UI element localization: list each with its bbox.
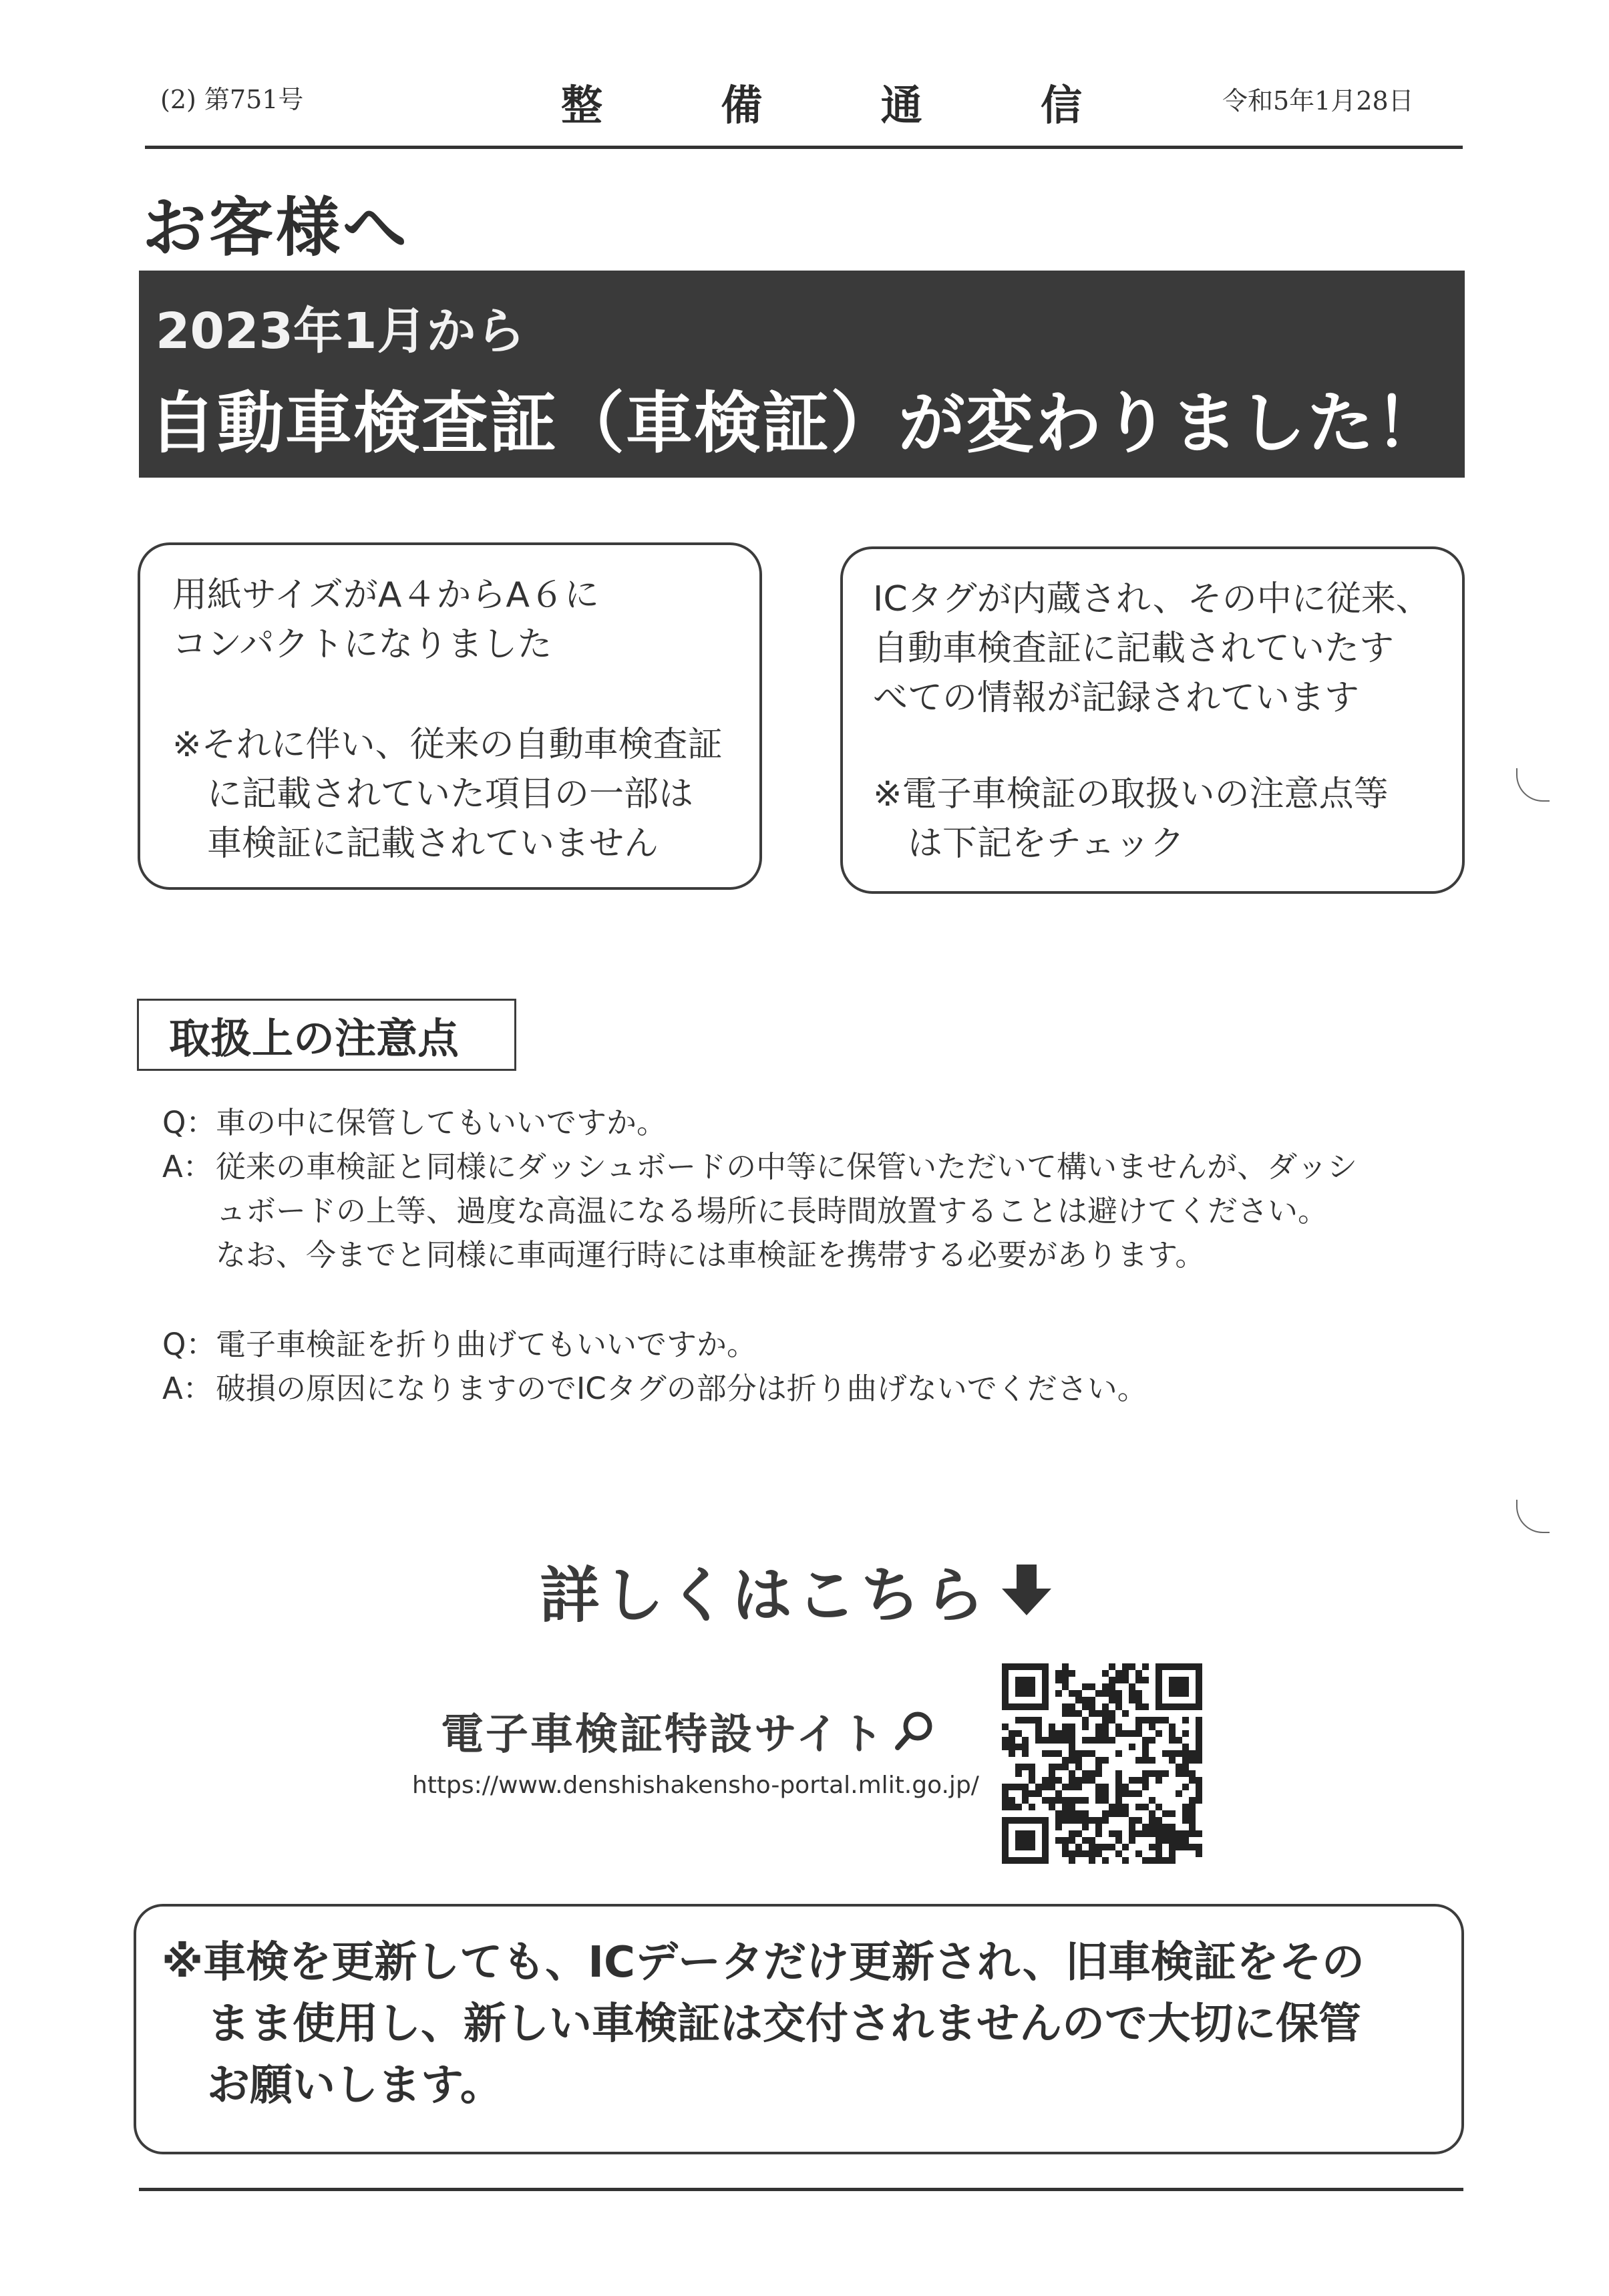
title-char: 備 [721,81,763,130]
issue-date: 令和5年1月28日 [1222,86,1414,116]
answer-key: A： [162,1371,213,1406]
text-line: に記載されていた項目の一部は [207,774,694,814]
text-line: お願いします。 [207,2061,503,2110]
ic-tag-info-box [840,546,1465,894]
title-char: 通 [880,81,922,130]
ic-tag-note [873,770,1389,868]
banner-date: 2023年1月から [156,303,526,360]
text-line: ※車検を更新しても、ICデータだけ更新され、旧車検証をその [162,1938,1365,1987]
greeting-heading: お客様へ [142,190,409,265]
text-line: 自動車検査証に記載されていたす [873,629,1395,669]
search-icon [892,1709,936,1753]
question-row [162,1101,1357,1145]
footer-divider [139,2188,1463,2191]
banner-headline: 自動車検査証（車検証）が変わりました！ [149,384,1443,462]
qa-block-folding [162,1323,1147,1411]
answer-row [162,1145,1357,1189]
text-line: ICタグが内蔵され、その中に従来、 [873,579,1431,619]
answer-key: A： [162,1149,213,1184]
answer-text: ュボードの上等、過度な高温になる場所に長時間放置することは避けてください。 [216,1193,1328,1228]
site-name [441,1700,936,1762]
renewal-notice-box [134,1904,1464,2154]
site-url-link[interactable]: https://www.denshishakensho-portal.mlit.go.jp/ [412,1772,979,1799]
answer-row [162,1367,1147,1411]
question-row [162,1323,1147,1367]
qa-block-storage [162,1101,1357,1277]
header-divider [145,146,1463,149]
down-arrow-icon [1001,1563,1053,1617]
renewal-notice-text [162,1932,1365,2116]
more-info-heading [540,1546,1053,1633]
issue-number: (2) 第751号 [160,85,304,114]
text-line: べての情報が記録されています [873,678,1360,718]
text-line: ※それに伴い、従来の自動車検査証 [172,725,723,765]
binder-hole-mark [1516,1500,1550,1533]
question-text: 電子車検証を折り曲げてもいいですか。 [216,1327,757,1362]
text-line: ※電子車検証の取扱いの注意点等 [873,774,1389,814]
title-char: 信 [1040,81,1082,130]
announcement-banner [139,271,1465,478]
paper-size-info-box [138,542,762,890]
text-line: コンパクトになりました [172,625,552,665]
site-name-label: 電子車検証特設サイト [441,1710,886,1760]
question-key: Q： [162,1105,216,1140]
answer-text: なお、今までと同様に車両運行時には車検証を携帯する必要があります。 [216,1237,1206,1273]
question-key: Q： [162,1327,216,1362]
title-char: 整 [561,81,603,130]
paper-size-text [172,570,599,669]
answer-text: 従来の車検証と同様にダッシュボードの中等に保管いただいて構いませんが、ダッシ [216,1149,1358,1184]
text-line: 車検証に記載されていません [207,824,659,864]
binder-hole-mark [1516,768,1550,802]
cautions-heading: 取扱上の注意点 [137,999,516,1071]
text-line: は下記をチェック [908,824,1185,864]
newsletter-title [561,72,1082,132]
text-line: 用紙サイズがA４からA６に [172,575,599,615]
question-text: 車の中に保管してもいいですか。 [216,1105,667,1140]
more-info-label: 詳しくはこちら [540,1561,989,1631]
qr-code[interactable] [1002,1663,1202,1864]
text-line: まま使用し、新しい車検証は交付されませんので大切に保管 [207,1999,1361,2049]
paper-size-note [172,720,723,868]
ic-tag-text [873,575,1431,723]
answer-text: 破損の原因になりますのでICタグの部分は折り曲げないでください。 [216,1371,1147,1406]
